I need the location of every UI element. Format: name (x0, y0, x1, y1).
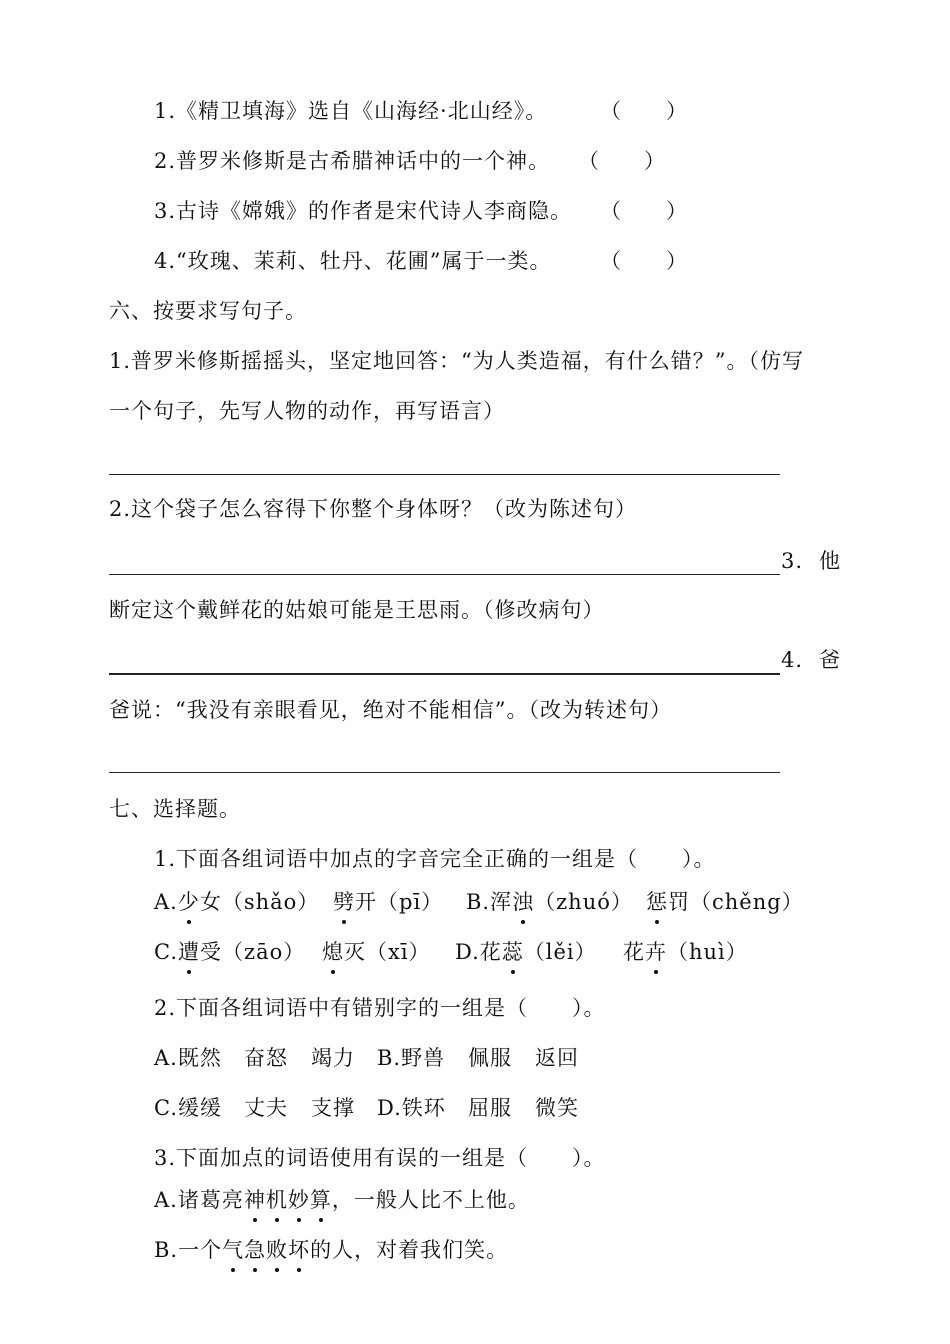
s7-q1-option-d[interactable]: D.花蕊（lěi） (455, 940, 597, 964)
s6-q1-line2: 一个句子，先写人物的动作，再写语言） (109, 399, 505, 423)
judge-item-1: 1.《精卫填海》选自《山海经·北山经》。 (154, 99, 548, 123)
s7-q2-option-b[interactable]: B.野兽 (377, 1046, 446, 1070)
s7-q2-word: 返回 (535, 1046, 579, 1070)
s7-q2-word: 支撑 (311, 1096, 355, 1120)
s7-q2-word: 佩服 (468, 1046, 512, 1070)
s7-q2-option-d[interactable]: D.铁环 (377, 1096, 446, 1120)
s6-q4-head: 爸 (819, 648, 841, 672)
s7-q1-option-d-word2: 花卉（huì） (623, 940, 748, 964)
section-6-title: 六、按要求写句子。 (109, 299, 307, 323)
s7-q1-option-c-word2: 熄灭（xī） (322, 940, 431, 964)
section-7-title: 七、选择题。 (109, 797, 241, 821)
emphasis-dot-char: 算 (309, 1188, 332, 1212)
s7-q1-option-a-word2: 劈开（pī） (333, 890, 444, 914)
s6-q4-text: 爸说：“我没有亲眼看见，绝对不能相信”。（改为转述句） (109, 698, 672, 722)
s7-q2-stem: 2.下面各组词语中有错别字的一组是（ ）。 (154, 996, 606, 1020)
s6-q4-number: 4. (781, 648, 804, 672)
s6-q3-head: 他 (819, 549, 841, 573)
s7-q2-word: 奋怒 (244, 1046, 288, 1070)
emphasis-dot-char: 少 (177, 890, 200, 914)
emphasis-dot-char: 败 (266, 1238, 289, 1262)
s7-q2-word: 屈服 (468, 1096, 512, 1120)
s7-q2-word: 丈夫 (244, 1096, 288, 1120)
s7-q1-option-a[interactable]: A.少女（shǎo） (154, 890, 320, 914)
s6-q3-number: 3. (781, 549, 804, 573)
s6-q3-answer-line[interactable] (109, 673, 780, 675)
s7-q3-stem: 3.下面加点的词语使用有误的一组是（ ）。 (154, 1146, 606, 1170)
s7-q1-option-b[interactable]: B.浑浊（zhuó） (466, 890, 633, 914)
emphasis-dot-char: 遭 (178, 940, 200, 964)
judge-item-3: 3.古诗《嫦娥》的作者是宋代诗人李商隐。 (154, 199, 573, 223)
emphasis-dot-char: 劈 (333, 890, 355, 914)
judge-item-4-answer-paren[interactable]: （ ） (600, 249, 688, 273)
judge-item-2: 2.普罗米修斯是古希腊神话中的一个神。 (154, 149, 551, 173)
s6-q2-answer-line[interactable] (109, 574, 780, 575)
s6-q1-line1: 1.普罗米修斯摇摇头，坚定地回答：“为人类造福，有什么错？”。（仿写 (109, 349, 805, 373)
s7-q2-option-a[interactable]: A.既然 (154, 1046, 222, 1070)
emphasis-dot-char: 蕊 (501, 940, 524, 964)
s7-q2-word: 微笑 (535, 1096, 579, 1120)
s7-q1-option-c[interactable]: C.遭受（zāo） (154, 940, 306, 964)
emphasis-dot-char: 神 (243, 1188, 266, 1212)
emphasis-dot-char: 浊 (512, 890, 535, 914)
s7-q2-word: 竭力 (311, 1046, 355, 1070)
s7-q1-option-b-word2: 惩罚（chěng） (646, 890, 804, 914)
emphasis-dot-char: 惩 (646, 890, 668, 914)
s7-q3-option-a[interactable]: A.诸葛亮神机妙算，一般人比不上他。 (154, 1188, 530, 1212)
s6-q3-text: 断定这个戴鲜花的姑娘可能是王思雨。（修改病句） (109, 598, 605, 622)
emphasis-dot-char: 坏 (288, 1238, 311, 1262)
s7-q2-option-c[interactable]: C.缓缓 (154, 1096, 222, 1120)
judge-item-4: 4.“玫瑰、茉莉、牡丹、花圃”属于一类。 (154, 249, 552, 273)
emphasis-dot-char: 妙 (287, 1188, 310, 1212)
emphasis-dot-char: 急 (244, 1238, 267, 1262)
judge-item-3-answer-paren[interactable]: （ ） (600, 199, 688, 223)
emphasis-dot-char: 卉 (645, 940, 667, 964)
judge-item-1-answer-paren[interactable]: （ ） (600, 99, 688, 123)
s6-q2: 2.这个袋子怎么容得下你整个身体呀？（改为陈述句） (109, 497, 638, 521)
s7-q1-stem: 1.下面各组词语中加点的字音完全正确的一组是（ ）。 (154, 847, 716, 871)
s6-q4-answer-line[interactable] (109, 772, 780, 773)
judge-item-2-answer-paren[interactable]: （ ） (578, 149, 666, 173)
emphasis-dot-char: 机 (265, 1188, 288, 1212)
emphasis-dot-char: 气 (222, 1238, 245, 1262)
emphasis-dot-char: 熄 (322, 940, 344, 964)
s6-q1-answer-line[interactable] (109, 474, 780, 475)
s7-q3-option-b[interactable]: B.一个气急败坏的人，对着我们笑。 (154, 1238, 509, 1262)
